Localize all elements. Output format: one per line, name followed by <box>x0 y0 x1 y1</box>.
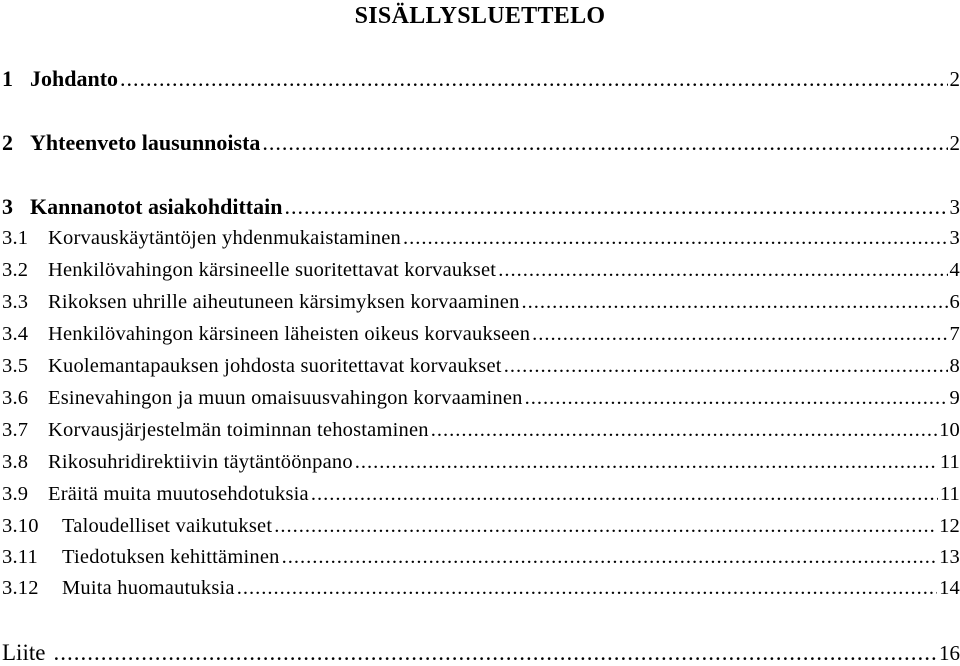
toc-entry-page: 13 <box>939 545 960 569</box>
dot-leader <box>532 322 947 346</box>
dot-leader <box>274 514 937 538</box>
toc-entry-number: 3 <box>0 194 30 220</box>
dot-leader <box>311 482 938 506</box>
dot-leader <box>284 194 947 220</box>
toc-entry-page: 9 <box>950 386 960 410</box>
toc-entry-label: Taloudelliset vaikutukset <box>62 514 272 538</box>
toc-entry-label: Yhteenveto lausunnoista <box>30 130 260 156</box>
toc-entry-3-8[interactable] <box>0 450 960 474</box>
toc-entry-page: 2 <box>950 130 960 156</box>
toc-entry-number: 1 <box>0 66 30 92</box>
page-title: SISÄLLYSLUETTELO <box>0 2 960 30</box>
dot-leader <box>282 545 938 569</box>
toc-entry-label: Henkilövahingon kärsineelle suoritettavat korvaukset <box>48 258 496 282</box>
toc-entry-page: 12 <box>939 514 960 538</box>
toc-entry-3-6[interactable] <box>0 386 960 410</box>
toc-entry-3-12[interactable] <box>0 576 960 600</box>
toc-entry-page: 3 <box>950 194 960 220</box>
toc-entry-number: 3.3 <box>0 290 48 314</box>
toc-entry-label: Henkilövahingon kärsineen läheisten oikeus korvaukseen <box>48 322 530 346</box>
toc-entry-2[interactable] <box>0 130 960 156</box>
toc-entry-appendix[interactable] <box>0 640 960 666</box>
toc-entry-page: 4 <box>950 258 960 282</box>
toc-entry-number: 3.11 <box>0 545 62 569</box>
toc-entry-number: 3.1 <box>0 226 48 250</box>
dot-leader <box>525 386 948 410</box>
toc-entry-number: 3.12 <box>0 576 62 600</box>
toc-entry-label: Eräitä muita muutosehdotuksia <box>48 482 309 506</box>
dot-leader <box>403 226 948 250</box>
dot-leader <box>237 576 937 600</box>
dot-leader <box>504 354 948 378</box>
toc-entry-3-7[interactable] <box>0 418 960 442</box>
toc-entry-3-1[interactable] <box>0 226 960 250</box>
toc-entry-number: 3.8 <box>0 450 48 474</box>
toc-entry-number: 3.4 <box>0 322 48 346</box>
toc-entry-page: 3 <box>950 226 960 250</box>
toc-entry-number: 3.2 <box>0 258 48 282</box>
toc-entry-number: 3.7 <box>0 418 48 442</box>
toc-entry-page: 6 <box>950 290 960 314</box>
toc-entry-label: Esinevahingon ja muun omaisuusvahingon korvaaminen <box>48 386 523 410</box>
toc-entry-label: Tiedotuksen kehittäminen <box>62 545 280 569</box>
toc-entry-label: Johdanto <box>30 66 118 92</box>
toc-entry-3-4[interactable] <box>0 322 960 346</box>
toc-entry-label: Liite <box>0 640 45 666</box>
toc-entry-label: Rikosuhridirektiivin täytäntöönpano <box>48 450 353 474</box>
toc-entry-number: 3.5 <box>0 354 48 378</box>
toc-entry-3-9[interactable] <box>0 482 960 506</box>
toc-entry-1[interactable] <box>0 66 960 92</box>
toc-entry-3-5[interactable] <box>0 354 960 378</box>
toc-entry-page: 16 <box>939 640 960 666</box>
toc-entry-label: Rikoksen uhrille aiheutuneen kärsimyksen korvaaminen <box>48 290 520 314</box>
toc-entry-number: 3.6 <box>0 386 48 410</box>
toc-entry-3[interactable] <box>0 194 960 220</box>
dot-leader <box>53 640 937 666</box>
toc-entry-label: Kuolemantapauksen johdosta suoritettavat korvaukset <box>48 354 502 378</box>
toc-entry-3-11[interactable] <box>0 545 960 569</box>
toc-entry-label: Muita huomautuksia <box>62 576 235 600</box>
toc-entry-number: 3.9 <box>0 482 48 506</box>
toc-entry-page: 11 <box>940 482 960 506</box>
dot-leader <box>431 418 937 442</box>
dot-leader <box>498 258 947 282</box>
toc-entry-3-10[interactable] <box>0 514 960 538</box>
toc-entry-page: 2 <box>950 66 960 92</box>
toc-entry-number: 2 <box>0 130 30 156</box>
toc-entry-3-3[interactable] <box>0 290 960 314</box>
toc-entry-label: Korvauskäytäntöjen yhdenmukaistaminen <box>48 226 401 250</box>
toc-entry-page: 14 <box>939 576 960 600</box>
toc-entry-label: Korvausjärjestelmän toiminnan tehostaminen <box>48 418 429 442</box>
toc-entry-3-2[interactable] <box>0 258 960 282</box>
dot-leader <box>262 130 947 156</box>
toc-entry-page: 8 <box>950 354 960 378</box>
toc-entry-label: Kannanotot asiakohdittain <box>30 194 282 220</box>
dot-leader <box>120 66 947 92</box>
toc-entry-page: 11 <box>940 450 960 474</box>
toc-entry-page: 10 <box>939 418 960 442</box>
toc-entry-number: 3.10 <box>0 514 62 538</box>
toc-entry-page: 7 <box>950 322 960 346</box>
dot-leader <box>355 450 938 474</box>
dot-leader <box>522 290 948 314</box>
